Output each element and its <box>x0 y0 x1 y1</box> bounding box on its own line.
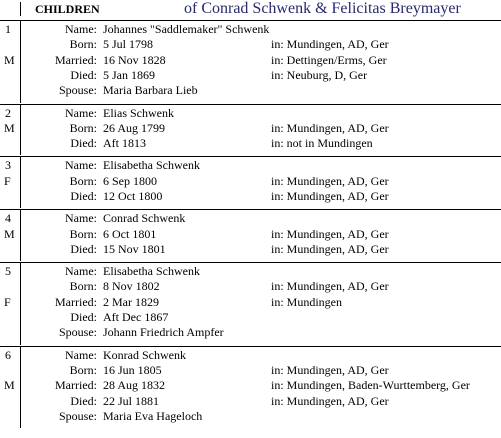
child-sex: M <box>4 226 15 241</box>
detail-label: Name: <box>65 211 97 226</box>
detail-row <box>0 121 501 136</box>
detail-place: in: Mundingen, Baden-Wurttemberg, Ger <box>271 378 470 393</box>
detail-value: Maria Barbara Lieb <box>103 83 198 98</box>
page-title: of Conrad Schwenk & Felicitas Breymayer <box>184 0 461 17</box>
detail-label: Name: <box>65 105 97 120</box>
child-sex: M <box>4 52 15 67</box>
detail-label: Married: <box>55 378 97 393</box>
detail-value: 2 Mar 1829 <box>103 294 159 309</box>
detail-place: in: Mundingen, AD, Ger <box>271 362 389 377</box>
detail-place: in: Mundingen, AD, Ger <box>271 279 389 294</box>
child-number: 5 <box>5 264 11 279</box>
detail-value: 16 Jun 1805 <box>103 362 162 377</box>
child-number: 4 <box>5 211 11 226</box>
detail-row <box>0 264 501 279</box>
detail-row <box>0 378 501 393</box>
page-header <box>0 0 501 21</box>
detail-value: 5 Jul 1798 <box>103 37 154 52</box>
detail-value: Maria Eva Hageloch <box>103 408 203 423</box>
detail-row <box>0 279 501 294</box>
detail-label: Born: <box>69 362 97 377</box>
detail-label: Name: <box>65 347 97 362</box>
detail-label: Born: <box>69 279 97 294</box>
detail-place: in: Mundingen, AD, Ger <box>271 120 389 135</box>
detail-value: Konrad Schwenk <box>103 347 186 362</box>
detail-value: 28 Aug 1832 <box>103 378 166 393</box>
detail-value: Elisabetha Schwenk <box>103 158 200 173</box>
detail-value: 6 Oct 1801 <box>103 226 157 241</box>
detail-row <box>0 394 501 409</box>
detail-label: Died: <box>70 310 97 325</box>
child-entry <box>0 156 501 208</box>
section-label: CHILDREN <box>35 2 100 16</box>
detail-label: Spouse: <box>58 83 97 98</box>
detail-value: 5 Jan 1869 <box>103 67 155 82</box>
detail-label: Died: <box>70 188 97 203</box>
detail-value: 6 Sep 1800 <box>103 173 157 188</box>
detail-row <box>0 53 501 68</box>
child-entry <box>0 104 501 156</box>
detail-row <box>0 348 501 363</box>
detail-row <box>0 409 501 424</box>
detail-place: in: Mundingen, AD, Ger <box>271 241 389 256</box>
child-number: 3 <box>5 158 11 173</box>
child-entry <box>0 209 501 261</box>
detail-row <box>0 174 501 189</box>
detail-label: Died: <box>70 136 97 151</box>
child-number: 1 <box>5 22 11 36</box>
detail-label: Died: <box>70 241 97 256</box>
child-sex: M <box>4 120 15 135</box>
detail-row <box>0 211 501 226</box>
detail-value: 26 Aug 1799 <box>103 120 166 135</box>
entry-separator <box>0 346 501 347</box>
header-divider <box>20 2 21 16</box>
detail-row <box>0 325 501 340</box>
detail-value: Elias Schwenk <box>103 105 174 120</box>
detail-row <box>0 68 501 83</box>
detail-row <box>0 242 501 257</box>
detail-value: Johann Friedrich Ampfer <box>103 325 224 340</box>
detail-row <box>0 22 501 37</box>
detail-place: in: Mundingen <box>271 294 342 309</box>
child-sex: F <box>4 294 11 309</box>
detail-label: Spouse: <box>58 325 97 340</box>
entry-separator <box>0 156 501 157</box>
detail-label: Died: <box>70 393 97 408</box>
entry-separator <box>0 262 501 263</box>
detail-row <box>0 295 501 310</box>
detail-value: Johannes "Saddlemaker" Schwenk <box>103 22 270 36</box>
detail-label: Name: <box>65 264 97 279</box>
detail-label: Married: <box>55 294 97 309</box>
child-entry <box>0 20 501 103</box>
entry-separator <box>0 20 501 21</box>
detail-value: Conrad Schwenk <box>103 211 186 226</box>
detail-row <box>0 37 501 52</box>
detail-label: Born: <box>69 226 97 241</box>
detail-place: in: not in Mundingen <box>271 136 373 151</box>
detail-row <box>0 136 501 151</box>
detail-label: Name: <box>65 22 97 36</box>
detail-value: 12 Oct 1800 <box>103 188 163 203</box>
detail-place: in: Dettingen/Erms, Ger <box>271 52 387 67</box>
entry-separator <box>0 104 501 105</box>
detail-value: Aft Dec 1867 <box>103 310 169 325</box>
detail-row <box>0 363 501 378</box>
detail-label: Married: <box>55 52 97 67</box>
detail-value: Aft 1813 <box>103 136 146 151</box>
detail-value: 16 Nov 1828 <box>103 52 166 67</box>
child-number: 6 <box>5 347 11 362</box>
detail-place: in: Mundingen, AD, Ger <box>271 188 389 203</box>
detail-label: Spouse: <box>58 408 97 423</box>
child-entry <box>0 346 501 429</box>
child-number: 2 <box>5 105 11 120</box>
detail-label: Born: <box>69 37 97 52</box>
child-entry <box>0 262 501 345</box>
detail-row <box>0 83 501 98</box>
detail-place: in: Mundingen, AD, Ger <box>271 37 389 52</box>
detail-place: in: Mundingen, AD, Ger <box>271 226 389 241</box>
child-sex: M <box>4 378 15 393</box>
detail-label: Died: <box>70 67 97 82</box>
detail-value: 15 Nov 1801 <box>103 241 166 256</box>
detail-row <box>0 158 501 173</box>
detail-place: in: Neuburg, D, Ger <box>271 67 368 82</box>
detail-label: Born: <box>69 120 97 135</box>
child-sex: F <box>4 173 11 188</box>
detail-place: in: Mundingen, AD, Ger <box>271 173 389 188</box>
detail-row <box>0 189 501 204</box>
detail-value: 22 Jul 1881 <box>103 393 160 408</box>
detail-row <box>0 106 501 121</box>
detail-label: Name: <box>65 158 97 173</box>
detail-row <box>0 227 501 242</box>
detail-value: Elisabetha Schwenk <box>103 264 200 279</box>
detail-place: in: Mundingen, AD, Ger <box>271 393 389 408</box>
entry-separator <box>0 209 501 210</box>
detail-label: Born: <box>69 173 97 188</box>
detail-value: 8 Nov 1802 <box>103 279 160 294</box>
detail-row <box>0 310 501 325</box>
